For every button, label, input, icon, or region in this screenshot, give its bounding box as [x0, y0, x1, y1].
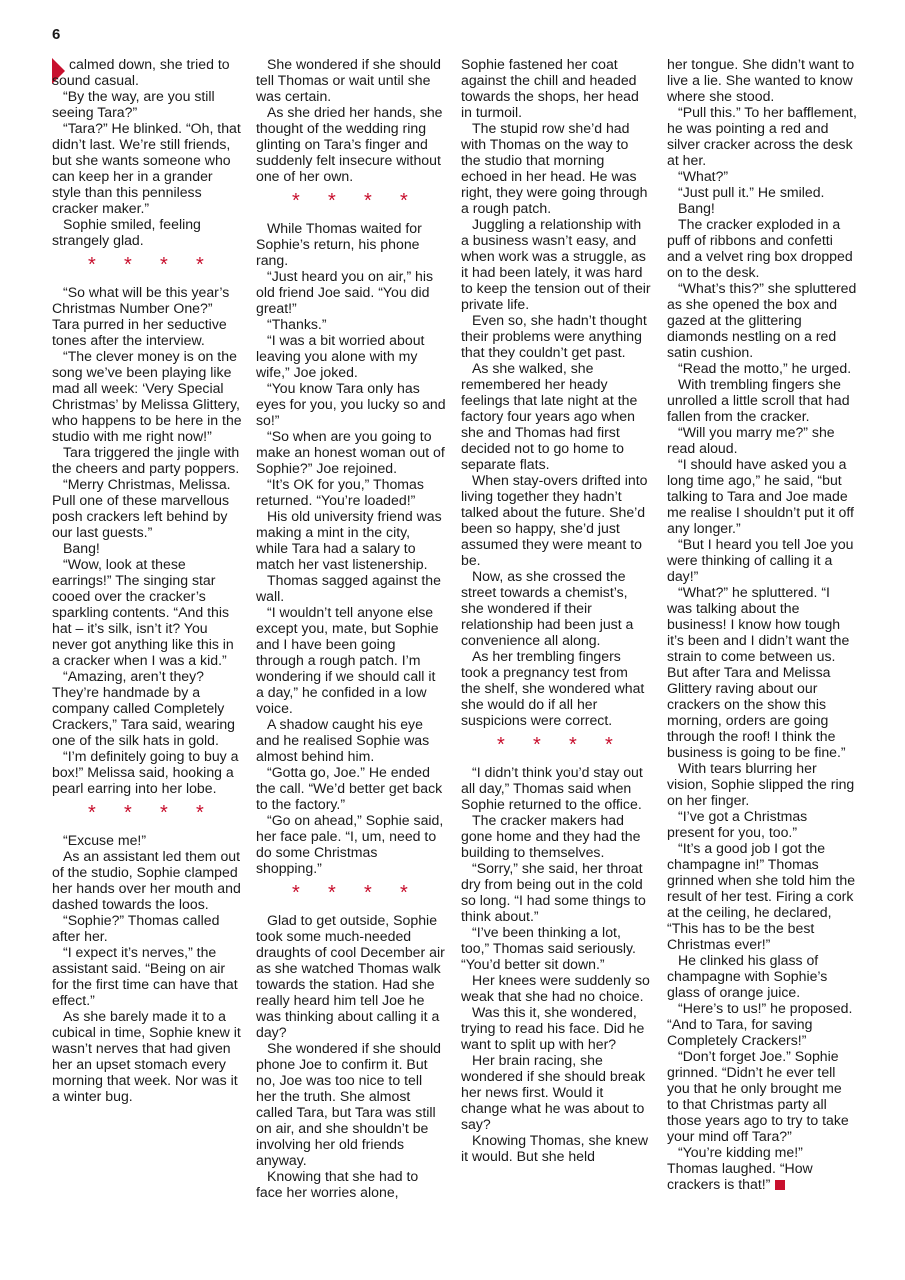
story-paragraph	[667, 56, 857, 104]
column-1	[52, 56, 242, 1104]
paragraph-text: “Just pull it.” He smiled.	[678, 184, 825, 200]
paragraph-text: “You’re kidding me!” Thomas laughed. “How crackers is that!”	[667, 1144, 813, 1192]
story-paragraph	[667, 360, 857, 376]
story-paragraph	[256, 104, 446, 184]
section-break	[256, 883, 446, 903]
story-paragraph	[461, 56, 651, 120]
paragraph-text: “The clever money is on the song we’ve been playing like mad all week: ‘Very Special Christmas’ by Melissa Glittery, who happens to be here in the studio with me right now!”	[52, 348, 242, 444]
story-paragraph	[256, 572, 446, 604]
story-paragraph	[256, 508, 446, 572]
paragraph-text: Juggling a relationship with a business wasn’t easy, and when work was a struggle, as it had been lately, it was hard to keep the tension out of their private life.	[461, 216, 651, 312]
paragraph-text: He clinked his glass of champagne with Sophie’s glass of orange juice.	[667, 952, 828, 1000]
section-break-asterisk: *	[292, 882, 300, 904]
story-paragraph	[667, 840, 857, 952]
paragraph-text: “What’s this?” she spluttered as she opened the box and gazed at the glittering diamonds nestling on a red satin cushion.	[667, 280, 857, 360]
story-paragraph	[461, 472, 651, 568]
story-paragraph	[52, 348, 242, 444]
paragraph-text: Knowing Thomas, she knew it would. But she held	[461, 1132, 649, 1164]
paragraph-text: Bang!	[63, 540, 100, 556]
story-paragraph	[461, 360, 651, 472]
paragraph-text: “Don’t forget Joe.” Sophie grinned. “Didn’t he ever tell you that he only brought me to that Christmas party all those years ago to try to take your mind off Tara?”	[667, 1048, 849, 1144]
paragraph-text: “So what will be this year’s Christmas Number One?” Tara purred in her seductive tones after the interview.	[52, 284, 230, 348]
section-break-asterisk: *	[605, 734, 613, 756]
section-break-asterisk: *	[292, 190, 300, 212]
story-paragraph	[256, 764, 446, 812]
story-paragraph	[667, 808, 857, 840]
section-break-asterisk: *	[196, 254, 204, 276]
paragraph-text: Tara triggered the jingle with the cheers and party poppers.	[52, 444, 240, 476]
paragraph-text: “I wouldn’t tell anyone else except you, mate, but Sophie and I have been going through a rough patch. I’m wondering if we should call it a day,” he confided in a low voice.	[256, 604, 439, 716]
story-paragraph	[256, 332, 446, 380]
story-paragraph	[52, 1008, 242, 1104]
story-paragraph	[667, 584, 857, 760]
story-paragraph	[461, 924, 651, 972]
story-paragraph	[52, 944, 242, 1008]
paragraph-text: Thomas sagged against the wall.	[256, 572, 441, 604]
section-break	[52, 803, 242, 823]
paragraph-text: She wondered if she should tell Thomas or wait until she was certain.	[256, 56, 441, 104]
story-paragraph	[52, 540, 242, 556]
story-paragraph	[667, 536, 857, 584]
paragraph-text: “You know Tara only has eyes for you, you lucky so and so!”	[256, 380, 446, 428]
section-break-asterisk: *	[400, 190, 408, 212]
paragraph-text: “Pull this.” To her bafflement, he was pointing a red and silver cracker across the desk at her.	[667, 104, 857, 168]
paragraph-text: With trembling fingers she unrolled a little scroll that had fallen from the cracker.	[667, 376, 850, 424]
paragraph-text: “What?”	[678, 168, 729, 184]
paragraph-text: “What?” he spluttered. “I was talking about the business! I know how tough it’s been and I didn’t want the strain to come between us. But after Tara and Melissa Glittery raving about our crackers on the show this morning, orders are going through the roof! I think the business is going to be fine.”	[667, 584, 850, 760]
paragraph-text: “Thanks.”	[267, 316, 327, 332]
paragraph-text: As she dried her hands, she thought of the wedding ring glinting on Tara’s finger and suddenly felt insecure without one of her own.	[256, 104, 443, 184]
story-paragraph	[667, 184, 857, 200]
paragraph-text: Was this it, she wondered, trying to read his face. Did he want to split up with her?	[461, 1004, 645, 1052]
paragraph-text: “Merry Christmas, Melissa. Pull one of these marvellous posh crackers left behind by our last guests.”	[52, 476, 231, 540]
paragraph-text: A shadow caught his eye and he realised Sophie was almost behind him.	[256, 716, 430, 764]
story-paragraph	[667, 952, 857, 1000]
story-paragraph	[461, 312, 651, 360]
paragraph-text: “Excuse me!”	[63, 832, 147, 848]
section-break-asterisk: *	[364, 190, 372, 212]
story-paragraph	[52, 476, 242, 540]
paragraph-text: The cracker exploded in a puff of ribbons and confetti and a velvet ring box dropped on to the desk.	[667, 216, 853, 280]
paragraph-text: As she walked, she remembered her heady feelings that late night at the factory four years ago when she and Thomas had first decided not to go home to separate flats.	[461, 360, 638, 472]
story-paragraph	[461, 1132, 651, 1164]
story-paragraph	[461, 812, 651, 860]
paragraph-text: “But I heard you tell Joe you were thinking of calling it a day!”	[667, 536, 854, 584]
paragraph-text: She wondered if she should phone Joe to confirm it. But no, Joe was too nice to tell her the truth. She almost called Tara, but Tara was still on air, and she shouldn’t be involving her old friends anyway.	[256, 1040, 441, 1168]
story-paragraph	[256, 716, 446, 764]
story-paragraph	[256, 220, 446, 268]
story-paragraph	[667, 456, 857, 536]
paragraph-text: “Tara?” He blinked. “Oh, that didn’t last. We’re still friends, but she wants someone who can keep her in a grander style than this penniless cracker maker.”	[52, 120, 241, 216]
story-paragraph	[461, 972, 651, 1004]
paragraph-text: “I’ve got a Christmas present for you, too.”	[667, 808, 808, 840]
paragraph-text: “Will you marry me?” she read aloud.	[667, 424, 835, 456]
paragraph-text: When stay-overs drifted into living together they hadn’t talked about the future. She’d been so happy, she’d just assumed they were meant to be.	[461, 472, 648, 568]
story-paragraph	[256, 1168, 446, 1200]
story-paragraph	[256, 428, 446, 476]
paragraph-text: As an assistant led them out of the studio, Sophie clamped her hands over her mouth and dashed towards the loos.	[52, 848, 241, 912]
paragraph-text: Even so, she hadn’t thought their problems were anything that they couldn’t get past.	[461, 312, 647, 360]
section-break-asterisk: *	[533, 734, 541, 756]
paragraph-text: Sophie fastened her coat against the chill and headed towards the shops, her head in turmoil.	[461, 56, 639, 120]
paragraph-text: The stupid row she’d had with Thomas on the way to the studio that morning echoed in her head. He was right, they were going through a rough patch.	[461, 120, 648, 216]
story-paragraph	[667, 104, 857, 168]
story-paragraph	[52, 912, 242, 944]
story-paragraph	[52, 556, 242, 668]
story-paragraph	[256, 56, 446, 104]
story-paragraph	[52, 444, 242, 476]
section-break-asterisk: *	[88, 802, 96, 824]
section-break-asterisk: *	[400, 882, 408, 904]
paragraph-text: “Sorry,” she said, her throat dry from being out in the cold so long. “I had some things to think about.”	[461, 860, 646, 924]
paragraph-text: “Sophie?” Thomas called after her.	[52, 912, 220, 944]
story-paragraph	[461, 120, 651, 216]
paragraph-text: With tears blurring her vision, Sophie slipped the ring on her finger.	[667, 760, 855, 808]
paragraph-text: “By the way, are you still seeing Tara?”	[52, 88, 215, 120]
story-paragraph	[256, 476, 446, 508]
paragraph-text: “I was a bit worried about leaving you alone with my wife,” Joe joked.	[256, 332, 425, 380]
story-paragraph	[52, 848, 242, 912]
story-paragraph	[52, 120, 242, 216]
story-paragraph	[256, 316, 446, 332]
paragraph-text: Now, as she crossed the street towards a chemist’s, she wondered if their relationship had been just a convenience all along.	[461, 568, 634, 648]
story-paragraph	[256, 268, 446, 316]
story-paragraph	[461, 764, 651, 812]
paragraph-text: “Gotta go, Joe.” He ended the call. “We’d better get back to the factory.”	[256, 764, 443, 812]
story-paragraph	[52, 88, 242, 120]
paragraph-text: “Just heard you on air,” his old friend Joe said. “You did great!”	[256, 268, 434, 316]
story-paragraph	[667, 200, 857, 216]
section-break-asterisk: *	[88, 254, 96, 276]
story-paragraph	[256, 912, 446, 1040]
paragraph-text: Her knees were suddenly so weak that she had no choice.	[461, 972, 650, 1004]
paragraph-text: As her trembling fingers took a pregnancy test from the shelf, she wondered what she would do if all her suspicions were correct.	[461, 648, 645, 728]
paragraph-text: His old university friend was making a mint in the city, while Tara had a salary to match her vast listenership.	[256, 508, 442, 572]
section-break-asterisk: *	[364, 882, 372, 904]
story-paragraph	[667, 280, 857, 360]
paragraph-text: “Read the motto,” he urged.	[678, 360, 852, 376]
paragraph-text: “I should have asked you a long time ago,” he said, “but talking to Tara and Joe made me realise I shouldn’t put it off any longer.”	[667, 456, 854, 536]
paragraph-text: Her brain racing, she wondered if she should break her news first. Would it change what he was about to say?	[461, 1052, 646, 1132]
story-paragraph	[461, 1052, 651, 1132]
story-paragraph	[667, 216, 857, 280]
story-paragraph	[667, 1000, 857, 1048]
story-paragraph	[667, 376, 857, 424]
story-paragraph	[256, 812, 446, 876]
paragraph-text: While Thomas waited for Sophie’s return, his phone rang.	[256, 220, 422, 268]
story-paragraph	[52, 284, 242, 348]
story-paragraph	[256, 380, 446, 428]
section-break-asterisk: *	[160, 254, 168, 276]
section-break-asterisk: *	[569, 734, 577, 756]
paragraph-text: The cracker makers had gone home and they had the building to themselves.	[461, 812, 641, 860]
column-4	[667, 56, 857, 1192]
paragraph-text: Knowing that she had to face her worries alone,	[256, 1168, 419, 1200]
paragraph-text: “So when are you going to make an honest woman out of Sophie?” Joe rejoined.	[256, 428, 445, 476]
paragraph-text: Bang!	[678, 200, 715, 216]
story-paragraph	[52, 832, 242, 848]
section-break-asterisk: *	[196, 802, 204, 824]
story-paragraph	[461, 568, 651, 648]
story-paragraph	[52, 216, 242, 248]
column-2	[256, 56, 446, 1200]
paragraph-text: “I’m definitely going to buy a box!” Melissa said, hooking a pearl earring into her lobe.	[52, 748, 239, 796]
story-paragraph	[461, 1004, 651, 1052]
story-paragraph	[667, 424, 857, 456]
story-paragraph	[667, 1048, 857, 1144]
paragraph-text: “I’ve been thinking a lot, too,” Thomas said seriously. “You’d better sit down.”	[461, 924, 636, 972]
story-paragraph	[52, 56, 242, 88]
story-paragraph	[667, 760, 857, 808]
paragraph-text: Sophie smiled, feeling strangely glad.	[52, 216, 201, 248]
paragraph-text: her tongue. She didn’t want to live a lie. She wanted to know where she stood.	[667, 56, 855, 104]
end-of-story-square-icon	[775, 1180, 785, 1190]
story-paragraph	[256, 604, 446, 716]
section-break-asterisk: *	[124, 254, 132, 276]
story-paragraph	[52, 748, 242, 796]
story-paragraph	[461, 860, 651, 924]
paragraph-text: “I didn’t think you’d stay out all day,” Thomas said when Sophie returned to the office.	[461, 764, 643, 812]
section-break-asterisk: *	[328, 190, 336, 212]
paragraph-text: “Go on ahead,” Sophie said, her face pale. “I, um, need to do some Christmas shopping.”	[256, 812, 444, 876]
paragraph-text: Glad to get outside, Sophie took some much-needed draughts of cool December air as she watched Thomas walk towards the station. Had she really heard him tell Joe he was thinking about calling it a day?	[256, 912, 445, 1040]
column-3	[461, 56, 651, 1164]
story-paragraph	[52, 668, 242, 748]
paragraph-text: “It’s a good job I got the champagne in!” Thomas grinned when she told him the result of her test. Firing a cork at the ceiling, he declared, “This has to be the best Christmas ever!”	[667, 840, 856, 952]
section-break	[461, 735, 651, 755]
section-break-asterisk: *	[328, 882, 336, 904]
paragraph-text: “Here’s to us!” he proposed. “And to Tara, for saving Completely Crackers!”	[667, 1000, 853, 1048]
story-paragraph	[461, 648, 651, 728]
paragraph-text: calmed down, she tried to sound casual.	[52, 56, 230, 88]
section-break-asterisk: *	[124, 802, 132, 824]
section-break-asterisk: *	[160, 802, 168, 824]
story-paragraph	[667, 1144, 857, 1192]
section-break	[256, 191, 446, 211]
story-paragraph	[667, 168, 857, 184]
story-paragraph	[461, 216, 651, 312]
paragraph-text: “Wow, look at these earrings!” The singing star cooed over the cracker’s sparkling contents. “And this hat – it’s silk, isn’t it? You never got anything like this in a cracker when I was a kid.”	[52, 556, 234, 668]
page-number: 6	[52, 26, 61, 43]
paragraph-text: “I expect it’s nerves,” the assistant said. “Being on air for the first time can have that effect.”	[52, 944, 238, 1008]
paragraph-text: “It’s OK for you,” Thomas returned. “You’re loaded!”	[256, 476, 424, 508]
paragraph-text: As she barely made it to a cubical in time, Sophie knew it wasn’t nerves that had given her an upset stomach every morning that week. Nor was it a winter bug.	[52, 1008, 241, 1104]
section-break-asterisk: *	[497, 734, 505, 756]
story-paragraph	[256, 1040, 446, 1168]
section-break	[52, 255, 242, 275]
paragraph-text: “Amazing, aren’t they? They’re handmade by a company called Completely Crackers,” Tara said, wearing one of the silk hats in gold.	[52, 668, 236, 748]
